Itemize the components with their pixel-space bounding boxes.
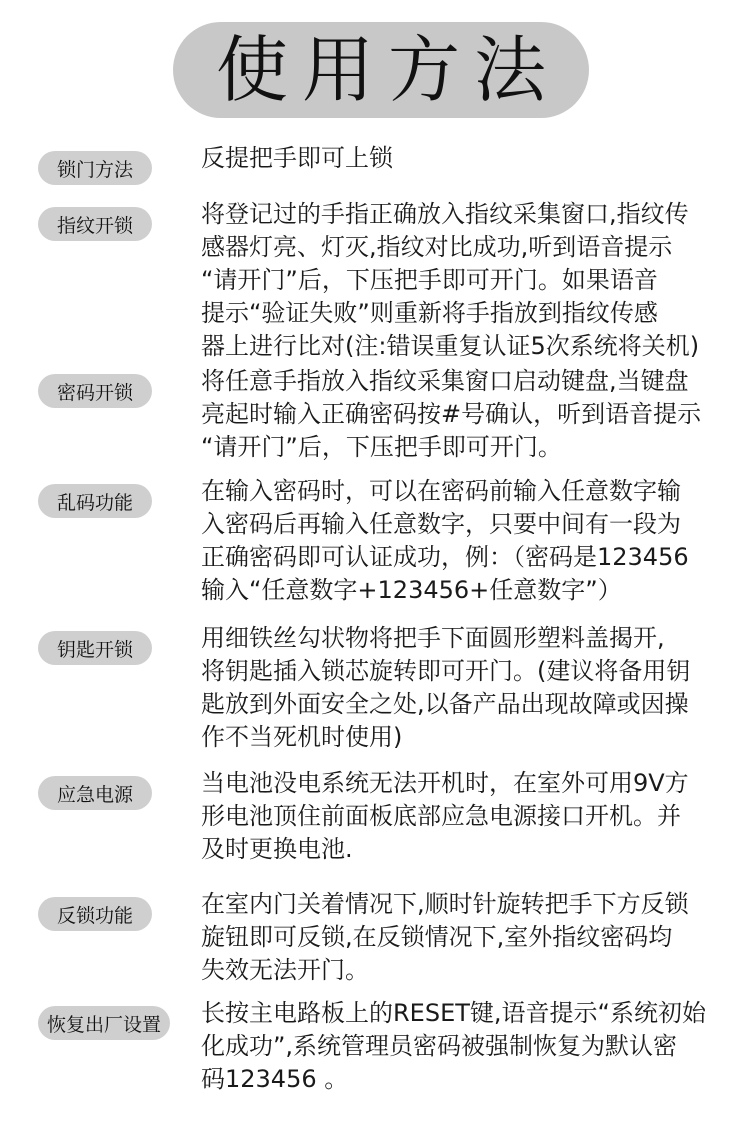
section-label: 乱码功能 — [38, 484, 152, 518]
text-line: 将任意手指放入指纹采集窗口启动键盘,当键盘 — [201, 367, 689, 395]
text-line: 输入“任意数字+123456+任意数字”） — [201, 576, 622, 604]
section-label: 指纹开锁 — [38, 207, 152, 241]
text-line: 失效无法开门。 — [201, 956, 369, 984]
text-line: “请开门”后，下压把手即可开门。 — [201, 433, 562, 461]
title-banner — [173, 22, 589, 118]
text-line: 入密码后再输入任意数字，只要中间有一段为 — [201, 510, 681, 538]
text-line: 匙放到外面安全之处,以备产品出现故障或因操 — [201, 690, 689, 718]
section-body — [201, 198, 727, 363]
text-line: 反提把手即可上锁 — [201, 144, 393, 172]
text-line: 长按主电路板上的RESET键,语音提示“系统初始 — [201, 999, 706, 1027]
section-body — [201, 622, 727, 754]
section-label: 锁门方法 — [38, 151, 152, 185]
section-body — [201, 475, 727, 607]
section-body — [201, 142, 727, 175]
text-line: 用细铁丝勾状物将把手下面圆形塑料盖揭开, — [201, 624, 665, 652]
section-label: 密码开锁 — [38, 374, 152, 408]
text-line: 亮起时输入正确密码按#号确认，听到语音提示 — [201, 400, 702, 428]
section-body — [201, 767, 727, 866]
page-title: 使用方法 — [215, 28, 560, 112]
text-line: 将登记过的手指正确放入指纹采集窗口,指纹传 — [201, 200, 689, 228]
section-body — [201, 888, 727, 987]
text-line: 将钥匙插入锁芯旋转即可开门。(建议将备用钥 — [201, 657, 691, 685]
text-line: 正确密码即可认证成功，例：（密码是123456 — [201, 543, 689, 571]
section-label: 恢复出厂设置 — [38, 1006, 170, 1040]
text-line: 在室内门关着情况下,顺时针旋转把手下方反锁 — [201, 890, 689, 918]
section-body — [201, 365, 727, 464]
text-line: 在输入密码时，可以在密码前输入任意数字输 — [201, 477, 681, 505]
text-line: 器上进行比对(注:错误重复认证5次系统将关机) — [201, 332, 700, 360]
text-line: 作不当死机时使用) — [201, 723, 403, 751]
text-line: 形电池顶住前面板底部应急电源接口开机。并 — [201, 802, 681, 830]
text-line: 感器灯亮、灯灭,指纹对比成功,听到语音提示 — [201, 233, 673, 261]
text-line: 旋钮即可反锁,在反锁情况下,室外指纹密码均 — [201, 923, 673, 951]
section-label: 钥匙开锁 — [38, 631, 152, 665]
section-label: 反锁功能 — [38, 897, 152, 931]
text-line: 及时更换电池. — [201, 835, 353, 863]
text-line: “请开门”后，下压把手即可开门。如果语音 — [201, 266, 658, 294]
section-body — [201, 997, 727, 1096]
text-line: 码123456 。 — [201, 1065, 349, 1093]
text-line: 当电池没电系统无法开机时，在室外可用9V方 — [201, 769, 689, 797]
section-label: 应急电源 — [38, 776, 152, 810]
text-line: 提示“验证失败”则重新将手指放到指纹传感 — [201, 299, 658, 327]
text-line: 化成功”,系统管理员密码被强制恢复为默认密 — [201, 1032, 678, 1060]
